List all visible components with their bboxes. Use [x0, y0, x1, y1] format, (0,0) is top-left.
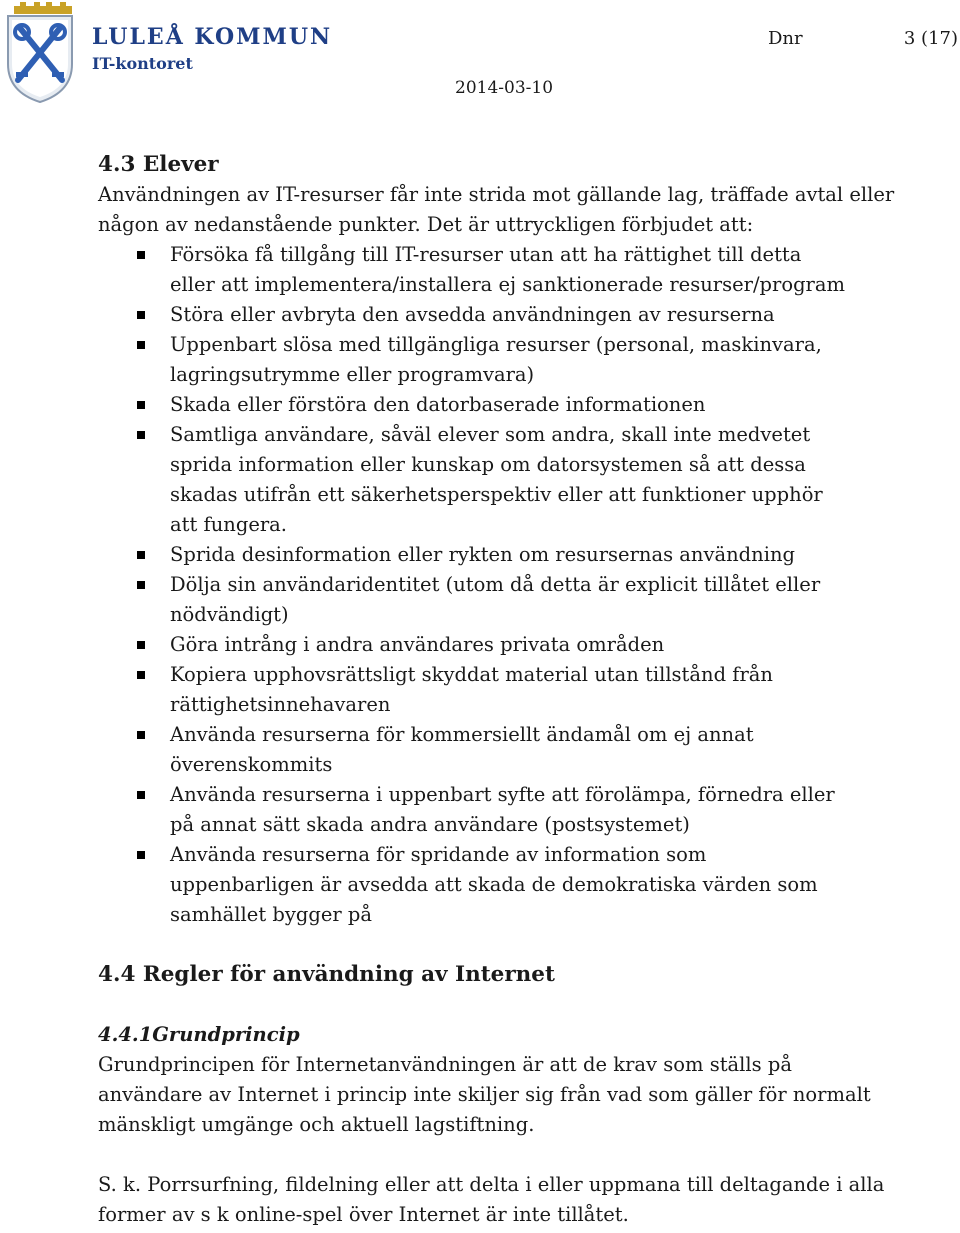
list-item: Försöka få tillgång till IT-resurser utan att ha rättighet till detta eller att implementera/installera ej sanktionerade resurser/program: [98, 240, 850, 300]
list-item: Skada eller förstöra den datorbaserade informationen: [98, 390, 850, 420]
paragraph-principle: Grundprincipen för Internetanvändningen är att de krav som ställs på användare av Internet i princip inte skiljer sig från vad som gäller för normalt mänskligt umgänge och aktuell lagstiftning.: [98, 1053, 871, 1136]
document-date: 2014-03-10: [455, 78, 554, 98]
prohibited-list: [98, 240, 898, 930]
list-item: Sprida desinformation eller rykten om resursernas användning: [98, 540, 850, 570]
department-name: IT-kontoret: [92, 54, 193, 73]
list-item: Störa eller avbryta den avsedda användningen av resurserna: [98, 300, 850, 330]
section-heading-4-4: 4.4 Regler för användning av Internet: [98, 962, 555, 987]
list-item: Använda resurserna för spridande av information som uppenbarligen är avsedda att skada de demokratiska värden som samhället bygger på: [98, 840, 850, 930]
list-item: Använda resurserna för kommersiellt ändamål om ej annat överenskommits: [98, 720, 850, 780]
list-item: Göra intrång i andra användares privata områden: [98, 630, 850, 660]
list-item: Kopiera upphovsrättsligt skyddat material utan tillstånd från rättighetsinnehavaren: [98, 660, 850, 720]
list-item: Samtliga användare, såväl elever som andra, skall inte medvetet sprida information eller kunskap om datorsystemen så att dessa skadas utifrån ett säkerhetsperspektiv eller att funktioner upphör att fungera.: [98, 420, 850, 540]
section-intro: Användningen av IT-resurser får inte strida mot gällande lag, träffade avtal eller någon av nedanstående punkter. Det är uttryckligen förbjudet att:: [98, 183, 895, 236]
list-item: Dölja sin användaridentitet (utom då detta är explicit tillåtet eller nödvändigt): [98, 570, 850, 630]
organization-name: LULEÅ KOMMUN: [92, 24, 333, 50]
dnr-label: Dnr: [768, 28, 803, 49]
coat-of-arms-icon: [4, 2, 76, 104]
section-heading-4-3: 4.3 Elever: [98, 152, 219, 177]
paragraph-prohibited-activities: S. k. Porrsurfning, fildelning eller att delta i eller uppmana till deltagande i alla former av s k online-spel över Internet är inte tillåtet.: [98, 1173, 885, 1226]
list-item: Uppenbart slösa med tillgängliga resurser (personal, maskinvara, lagringsutrymme eller programvara): [98, 330, 850, 390]
page-number: 3 (17): [903, 28, 958, 49]
list-item: Använda resurserna i uppenbart syfte att förolämpa, förnedra eller på annat sätt skada andra användare (postsystemet): [98, 780, 850, 840]
subsection-heading-4-4-1: 4.4.1Grundprincip: [98, 1023, 300, 1046]
document-body: [98, 150, 898, 1230]
